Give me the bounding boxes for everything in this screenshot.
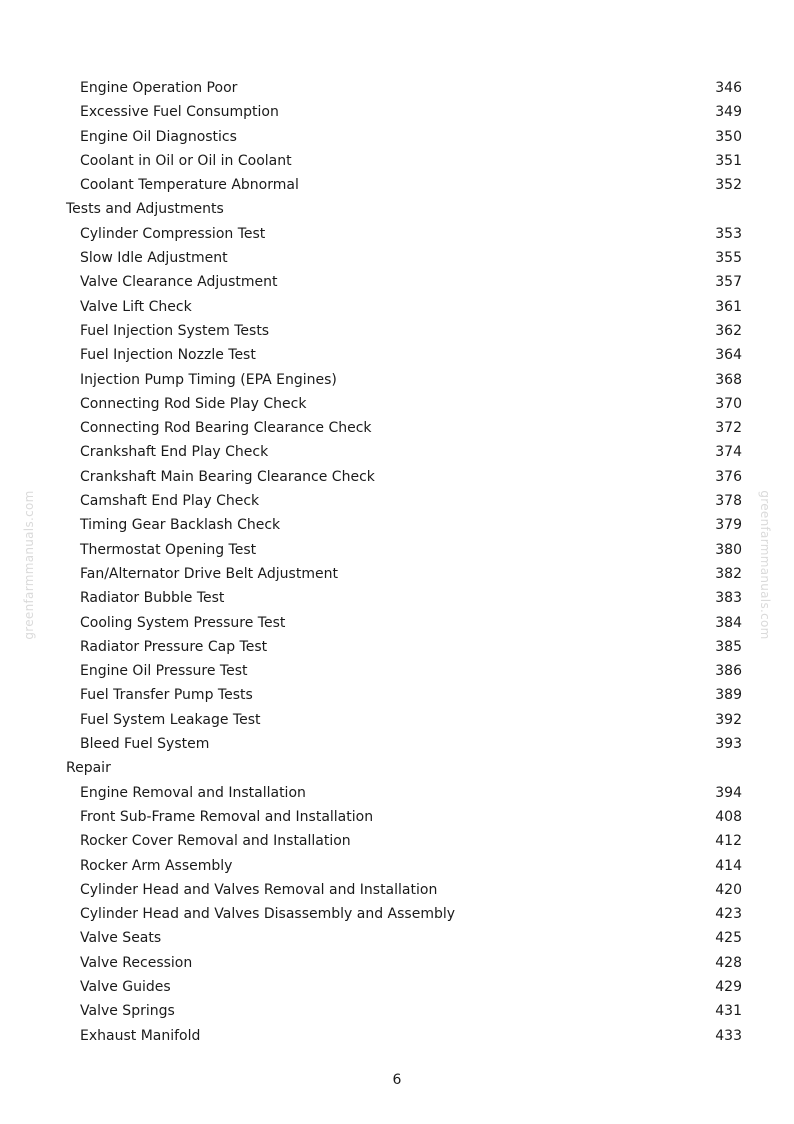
toc-entry-page-number: 382	[715, 565, 742, 582]
watermark-left: greenfarmmanuals.com	[22, 490, 36, 640]
toc-entry[interactable]	[0, 76, 794, 100]
toc-entry-page-number: 378	[715, 493, 742, 510]
toc-section-heading	[0, 197, 794, 221]
toc-entry-title: Excessive Fuel Consumption	[80, 104, 279, 121]
toc-entry-title: Fuel Injection Nozzle Test	[80, 347, 256, 364]
toc-section-title: Repair	[66, 760, 111, 777]
toc-entry-title: Radiator Pressure Cap Test	[80, 638, 268, 655]
toc-entry-page-number: 379	[715, 517, 742, 534]
toc-entry[interactable]	[0, 926, 794, 950]
toc-entry-page-number: 389	[715, 687, 742, 704]
toc-entry[interactable]	[0, 173, 794, 197]
toc-entry[interactable]	[0, 538, 794, 562]
toc-entry-page-number: 392	[715, 711, 742, 728]
toc-entry[interactable]	[0, 149, 794, 173]
toc-entry-page-number: 357	[715, 274, 742, 291]
toc-section-heading	[0, 756, 794, 780]
toc-entry-title: Engine Removal and Installation	[80, 784, 306, 801]
toc-entry-page-number: 353	[715, 225, 742, 242]
toc-entry-page-number: 350	[715, 128, 742, 145]
toc-entry-page-number: 433	[715, 1027, 742, 1044]
toc-entry-title: Crankshaft End Play Check	[80, 444, 269, 461]
toc-entry[interactable]	[0, 878, 794, 902]
toc-entry-title: Engine Operation Poor	[80, 80, 238, 96]
toc-entry[interactable]	[0, 343, 794, 367]
toc-section-title: Tests and Adjustments	[66, 201, 224, 218]
toc-entry[interactable]	[0, 586, 794, 610]
toc-entry-title: Connecting Rod Bearing Clearance Check	[80, 420, 372, 437]
toc-entry[interactable]	[0, 562, 794, 586]
toc-entry[interactable]	[0, 125, 794, 149]
toc-entry-page-number: 386	[715, 663, 742, 680]
toc-entry-page-number: 364	[715, 347, 742, 364]
toc-entry[interactable]	[0, 611, 794, 635]
toc-entry-title: Camshaft End Play Check	[80, 493, 260, 510]
toc-entry[interactable]	[0, 440, 794, 464]
toc-entry-page-number: 423	[715, 906, 742, 923]
watermark-right: greenfarmmanuals.com	[758, 490, 772, 640]
toc-entry-page-number: 372	[715, 420, 742, 437]
toc-entry-title: Engine Oil Pressure Test	[80, 663, 248, 680]
toc-entry-page-number: 362	[715, 322, 742, 339]
toc-entry-title: Exhaust Manifold	[80, 1027, 201, 1044]
toc-entry[interactable]	[0, 1024, 794, 1048]
toc-entry-page-number: 383	[715, 590, 742, 607]
toc-entry[interactable]	[0, 416, 794, 440]
page-number: 6	[392, 1072, 402, 1088]
toc-entry[interactable]	[0, 319, 794, 343]
toc-entry[interactable]	[0, 854, 794, 878]
toc-entry-title: Timing Gear Backlash Check	[80, 517, 281, 534]
toc-entry-title: Fuel Injection System Tests	[80, 322, 270, 339]
toc-entry-title: Valve Guides	[80, 978, 171, 995]
toc-entry-title: Connecting Rod Side Play Check	[80, 395, 307, 412]
toc-entry-title: Slow Idle Adjustment	[80, 250, 228, 267]
toc-entry[interactable]	[0, 999, 794, 1023]
toc-entry-title: Fuel System Leakage Test	[80, 711, 261, 728]
toc-entry-title: Valve Clearance Adjustment	[80, 274, 278, 291]
toc-entry[interactable]	[0, 392, 794, 416]
toc-entry-title: Thermostat Opening Test	[80, 541, 257, 558]
toc-entry[interactable]	[0, 465, 794, 489]
toc-entry[interactable]	[0, 683, 794, 707]
toc-entry-title: Crankshaft Main Bearing Clearance Check	[80, 468, 375, 485]
toc-entry-page-number: 431	[715, 1003, 742, 1020]
toc-entry-title: Coolant in Oil or Oil in Coolant	[80, 152, 292, 169]
toc-entry-page-number: 355	[715, 250, 742, 267]
toc-entry[interactable]	[0, 295, 794, 319]
toc-entry[interactable]	[0, 635, 794, 659]
toc-entry[interactable]	[0, 951, 794, 975]
toc-entry-page-number: 408	[715, 808, 742, 825]
toc-entry[interactable]	[0, 368, 794, 392]
toc-entry-title: Injection Pump Timing (EPA Engines)	[80, 371, 337, 388]
toc-entry-page-number: 376	[715, 468, 742, 485]
toc-entry-page-number: 374	[715, 444, 742, 461]
toc-entry[interactable]	[0, 659, 794, 683]
toc-entry-page-number: 394	[715, 784, 742, 801]
toc-entry-title: Bleed Fuel System	[80, 736, 210, 753]
toc-entry[interactable]	[0, 246, 794, 270]
toc-entry-page-number: 380	[715, 541, 742, 558]
toc-entry-title: Valve Springs	[80, 1003, 175, 1020]
toc-entry-page-number: 393	[715, 736, 742, 753]
toc-entry[interactable]	[0, 829, 794, 853]
toc-entry-title: Valve Seats	[80, 930, 162, 947]
toc-entry-page-number: 349	[715, 104, 742, 121]
toc-entry[interactable]	[0, 222, 794, 246]
toc-entry[interactable]	[0, 513, 794, 537]
toc-entry-page-number: 385	[715, 638, 742, 655]
toc-entry[interactable]	[0, 100, 794, 124]
toc-entry-page-number: 412	[715, 833, 742, 850]
toc-entry-page-number: 351	[715, 152, 742, 169]
toc-entry-title: Rocker Arm Assembly	[80, 857, 233, 874]
toc-entry-title: Rocker Cover Removal and Installation	[80, 833, 351, 850]
toc-entry-title: Cooling System Pressure Test	[80, 614, 286, 631]
toc-entry-page-number: 352	[715, 177, 742, 194]
toc-entry-title: Front Sub-Frame Removal and Installation	[80, 808, 374, 825]
toc-entry-page-number: 414	[715, 857, 742, 874]
toc-entry-title: Radiator Bubble Test	[80, 590, 225, 607]
toc-entry-page-number: 420	[715, 881, 742, 898]
toc-entry-page-number: 384	[715, 614, 742, 631]
toc-entry[interactable]	[0, 708, 794, 732]
toc-entry-title: Fuel Transfer Pump Tests	[80, 687, 253, 704]
table-of-contents	[0, 76, 794, 1048]
toc-entry-page-number: 370	[715, 395, 742, 412]
toc-entry-page-number: 368	[715, 371, 742, 388]
toc-entry-title: Fan/Alternator Drive Belt Adjustment	[80, 565, 338, 582]
toc-entry-page-number: 428	[715, 954, 742, 971]
toc-entry[interactable]	[0, 489, 794, 513]
toc-entry-title: Valve Recession	[80, 954, 193, 971]
toc-entry-page-number: 425	[715, 930, 742, 947]
toc-entry-title: Valve Lift Check	[80, 298, 192, 315]
toc-entry[interactable]	[0, 975, 794, 999]
toc-entry[interactable]	[0, 805, 794, 829]
toc-entry[interactable]	[0, 781, 794, 805]
toc-entry-page-number: 429	[715, 978, 742, 995]
toc-entry-title: Cylinder Compression Test	[80, 225, 266, 242]
toc-entry[interactable]	[0, 732, 794, 756]
toc-entry[interactable]	[0, 270, 794, 294]
toc-entry-page-number: 346	[715, 80, 742, 96]
toc-entry-title: Engine Oil Diagnostics	[80, 128, 237, 145]
toc-entry[interactable]	[0, 902, 794, 926]
toc-entry-title: Coolant Temperature Abnormal	[80, 177, 299, 194]
toc-entry-page-number: 361	[715, 298, 742, 315]
toc-entry-title: Cylinder Head and Valves Removal and Installation	[80, 881, 438, 898]
toc-entry-title: Cylinder Head and Valves Disassembly and Assembly	[80, 906, 456, 923]
